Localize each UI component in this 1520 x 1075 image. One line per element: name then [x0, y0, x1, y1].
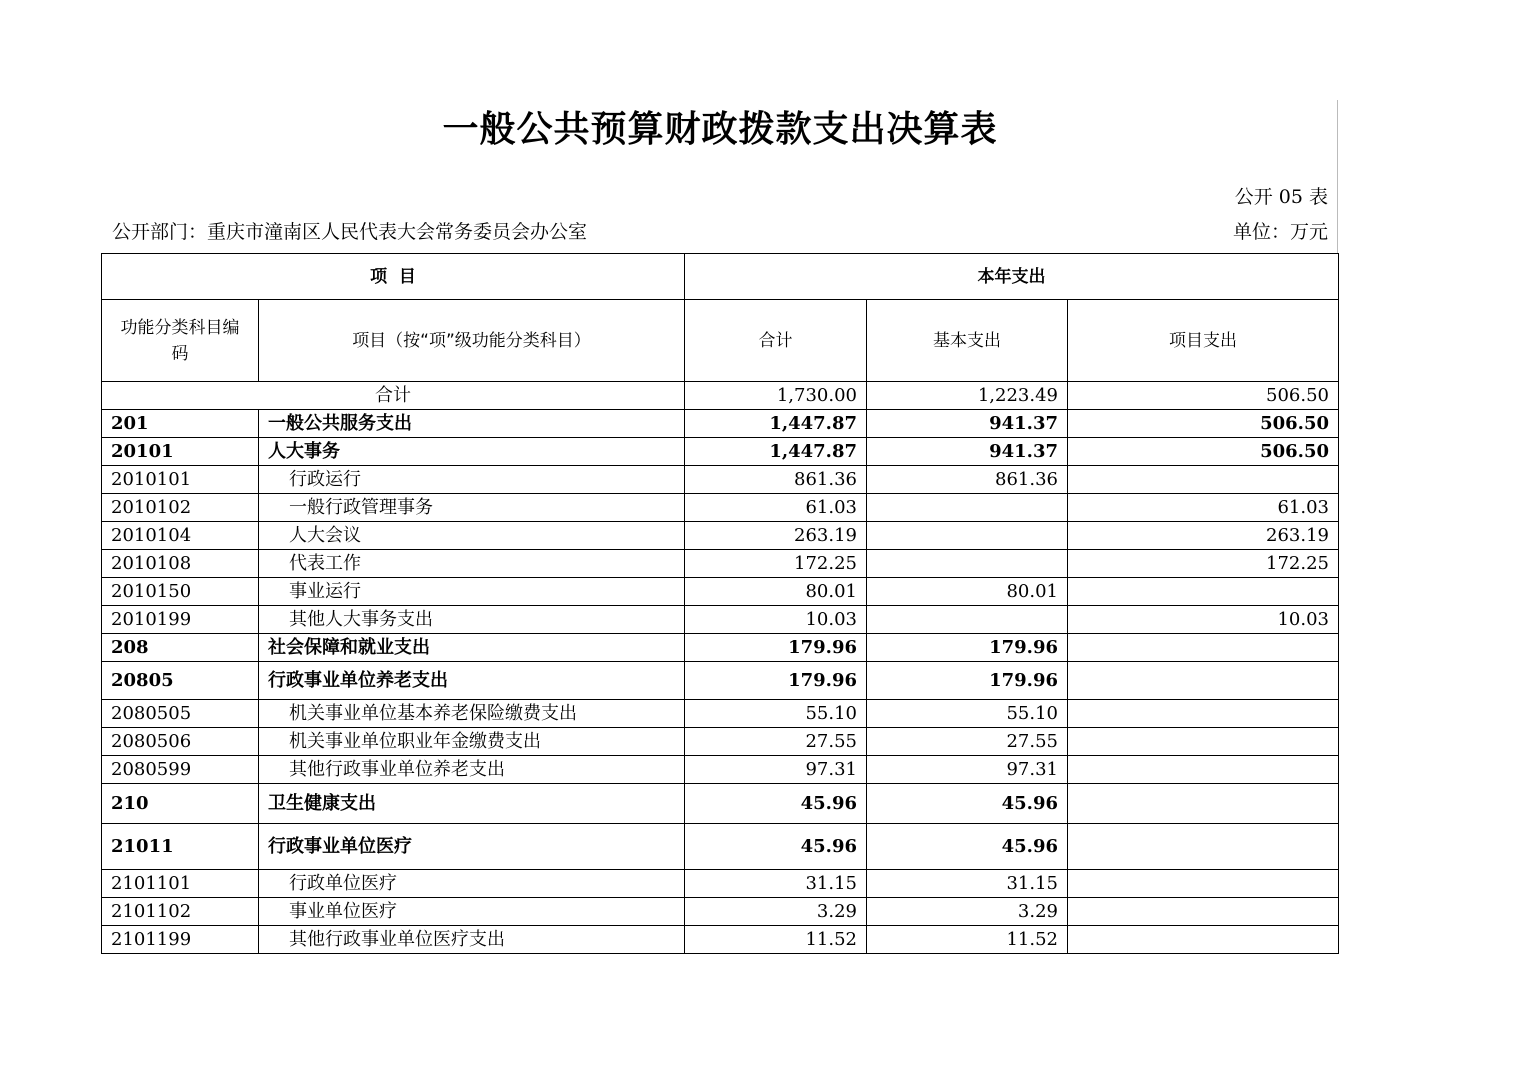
- header-row-1: [102, 254, 1339, 300]
- row-name: 行政事业单位医疗: [259, 824, 685, 870]
- table-row: [102, 522, 1339, 550]
- row-code: 2080599: [102, 756, 259, 784]
- row-project: 10.03: [1068, 606, 1339, 634]
- row-total: 45.96: [685, 824, 867, 870]
- row-name: 行政事业单位养老支出: [259, 662, 685, 700]
- header-basic: 基本支出: [867, 300, 1068, 382]
- row-project: [1068, 898, 1339, 926]
- table-row: [102, 466, 1339, 494]
- row-project: 506.50: [1068, 438, 1339, 466]
- row-project: [1068, 728, 1339, 756]
- row-name: 机关事业单位基本养老保险缴费支出: [259, 700, 685, 728]
- table-row: [102, 550, 1339, 578]
- row-total: 1,447.87: [685, 438, 867, 466]
- row-total: 45.96: [685, 784, 867, 824]
- row-code: 2010108: [102, 550, 259, 578]
- row-code: 2101101: [102, 870, 259, 898]
- table-row: [102, 662, 1339, 700]
- row-code: 201: [102, 410, 259, 438]
- row-name: 一般行政管理事务: [259, 494, 685, 522]
- header-code: 功能分类科目编码: [102, 300, 259, 382]
- header-total: 合计: [685, 300, 867, 382]
- row-name: 社会保障和就业支出: [259, 634, 685, 662]
- table-row: [102, 756, 1339, 784]
- row-name: 人大事务: [259, 438, 685, 466]
- table-row: [102, 824, 1339, 870]
- row-total: 31.15: [685, 870, 867, 898]
- total-basic: 1,223.49: [867, 382, 1068, 410]
- row-name: 行政单位医疗: [259, 870, 685, 898]
- row-project: [1068, 662, 1339, 700]
- row-basic: 941.37: [867, 438, 1068, 466]
- page-title: 一般公共预算财政拨款支出决算表: [442, 109, 998, 150]
- row-code: 2010104: [102, 522, 259, 550]
- row-code: 208: [102, 634, 259, 662]
- row-name: 代表工作: [259, 550, 685, 578]
- row-project: 61.03: [1068, 494, 1339, 522]
- table-row: [102, 494, 1339, 522]
- total-label: 合计: [102, 382, 685, 410]
- total-total: 1,730.00: [685, 382, 867, 410]
- row-total: 27.55: [685, 728, 867, 756]
- table-row: [102, 438, 1339, 466]
- row-total: 61.03: [685, 494, 867, 522]
- row-name: 事业单位医疗: [259, 898, 685, 926]
- margin-line: [1337, 100, 1338, 254]
- header-item: 项目（按“项”级功能分类科目）: [259, 300, 685, 382]
- row-basic: 55.10: [867, 700, 1068, 728]
- row-total: 10.03: [685, 606, 867, 634]
- row-project: [1068, 926, 1339, 954]
- table-row: [102, 784, 1339, 824]
- row-code: 210: [102, 784, 259, 824]
- table-row: [102, 410, 1339, 438]
- row-name: 卫生健康支出: [259, 784, 685, 824]
- table-row: [102, 634, 1339, 662]
- row-code: 2101199: [102, 926, 259, 954]
- row-total: 80.01: [685, 578, 867, 606]
- row-basic: 861.36: [867, 466, 1068, 494]
- row-code: 2010150: [102, 578, 259, 606]
- row-code: 21011: [102, 824, 259, 870]
- row-name: 一般公共服务支出: [259, 410, 685, 438]
- row-name: 其他行政事业单位养老支出: [259, 756, 685, 784]
- row-name: 行政运行: [259, 466, 685, 494]
- row-name: 事业运行: [259, 578, 685, 606]
- row-project: [1068, 870, 1339, 898]
- row-basic: 941.37: [867, 410, 1068, 438]
- row-basic: [867, 606, 1068, 634]
- row-code: 20805: [102, 662, 259, 700]
- row-code: 2010102: [102, 494, 259, 522]
- total-row: [102, 382, 1339, 410]
- table-row: [102, 898, 1339, 926]
- header-row-2: [102, 300, 1339, 382]
- row-total: 263.19: [685, 522, 867, 550]
- row-code: 20101: [102, 438, 259, 466]
- row-total: 1,447.87: [685, 410, 867, 438]
- row-code: 2010101: [102, 466, 259, 494]
- expenditure-table: [101, 253, 1339, 954]
- row-project: 172.25: [1068, 550, 1339, 578]
- row-total: 179.96: [685, 634, 867, 662]
- row-name: 机关事业单位职业年金缴费支出: [259, 728, 685, 756]
- row-basic: 179.96: [867, 634, 1068, 662]
- table-row: [102, 700, 1339, 728]
- row-total: 3.29: [685, 898, 867, 926]
- form-number: 公开 05 表: [1234, 186, 1328, 208]
- table-row: [102, 870, 1339, 898]
- table-row: [102, 606, 1339, 634]
- row-code: 2101102: [102, 898, 259, 926]
- row-project: [1068, 784, 1339, 824]
- unit-label: 单位：万元: [1232, 221, 1328, 243]
- table-row: [102, 728, 1339, 756]
- row-basic: [867, 522, 1068, 550]
- row-project: 263.19: [1068, 522, 1339, 550]
- header-current-year: 本年支出: [685, 254, 1339, 300]
- table-row: [102, 578, 1339, 606]
- row-project: [1068, 824, 1339, 870]
- row-code: 2010199: [102, 606, 259, 634]
- row-project: [1068, 756, 1339, 784]
- row-project: 506.50: [1068, 410, 1339, 438]
- row-name: 其他人大事务支出: [259, 606, 685, 634]
- row-total: 97.31: [685, 756, 867, 784]
- row-basic: [867, 550, 1068, 578]
- department-label: 公开部门：重庆市潼南区人民代表大会常务委员会办公室: [112, 221, 588, 243]
- row-basic: 97.31: [867, 756, 1068, 784]
- row-total: 55.10: [685, 700, 867, 728]
- row-basic: 3.29: [867, 898, 1068, 926]
- row-project: [1068, 578, 1339, 606]
- row-total: 179.96: [685, 662, 867, 700]
- row-basic: 11.52: [867, 926, 1068, 954]
- row-total: 861.36: [685, 466, 867, 494]
- row-basic: [867, 494, 1068, 522]
- row-basic: 80.01: [867, 578, 1068, 606]
- header-project-expense: 项目支出: [1068, 300, 1339, 382]
- row-basic: 179.96: [867, 662, 1068, 700]
- total-project: 506.50: [1068, 382, 1339, 410]
- row-name: 人大会议: [259, 522, 685, 550]
- table-row: [102, 926, 1339, 954]
- row-project: [1068, 466, 1339, 494]
- row-name: 其他行政事业单位医疗支出: [259, 926, 685, 954]
- row-project: [1068, 634, 1339, 662]
- row-total: 11.52: [685, 926, 867, 954]
- header-project: 项 目: [102, 254, 685, 300]
- row-basic: 27.55: [867, 728, 1068, 756]
- row-code: 2080506: [102, 728, 259, 756]
- row-project: [1068, 700, 1339, 728]
- row-basic: 31.15: [867, 870, 1068, 898]
- row-basic: 45.96: [867, 824, 1068, 870]
- row-total: 172.25: [685, 550, 867, 578]
- row-basic: 45.96: [867, 784, 1068, 824]
- row-code: 2080505: [102, 700, 259, 728]
